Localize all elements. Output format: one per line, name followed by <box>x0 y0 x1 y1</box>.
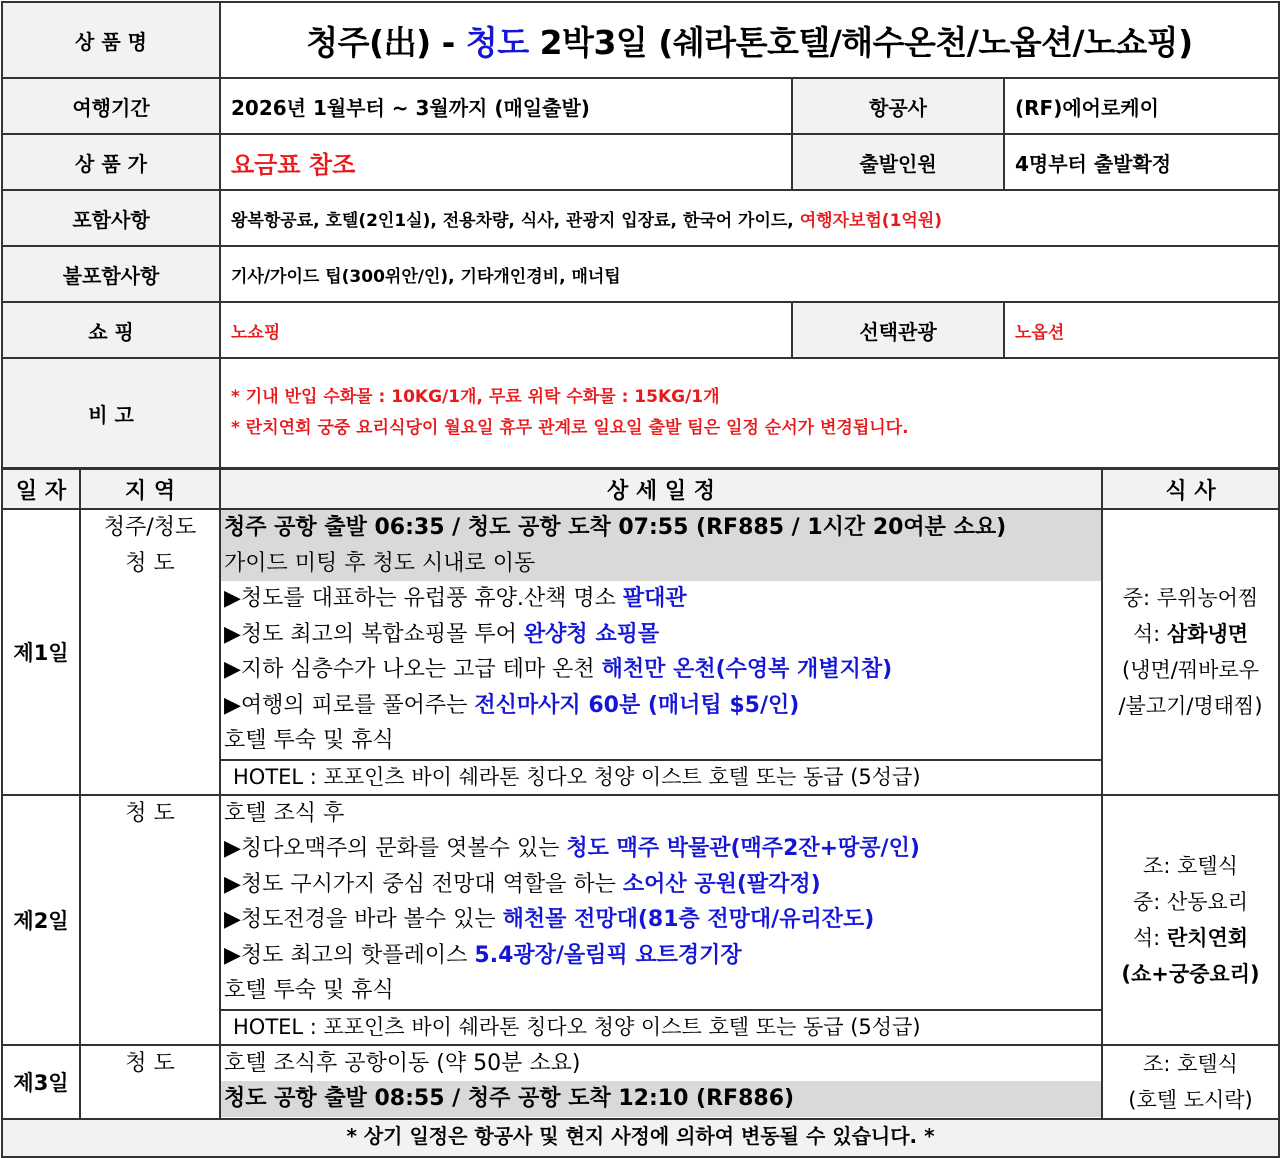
day-label: 제3일 <box>2 1045 80 1119</box>
include-label: 포함사항 <box>2 190 220 246</box>
exclude-value: 기사/가이드 팁(300위안/인), 기타개인경비, 매너팁 <box>220 246 1279 302</box>
product-info-table <box>1 1 1280 469</box>
footer-note: * 상기 일정은 항공사 및 현지 사정에 의하여 변동될 수 있습니다. * <box>2 1119 1279 1157</box>
note-line: * 란치연회 궁중 요리식당이 월요일 휴무 관계로 일요일 출발 팀은 일정 순서가 변경됩니다. <box>231 418 909 438</box>
day-label: 제2일 <box>2 795 80 1045</box>
price-label: 상 품 가 <box>2 134 220 190</box>
detail-cell <box>220 509 1102 795</box>
flight-line: 청주 공항 출발 06:35 / 청도 공항 도착 07:55 (RF885 / 1시간 20여분 소요) <box>221 510 1101 546</box>
hotel-line: HOTEL : 포포인츠 바이 쉐라톤 칭다오 청양 이스트 호텔 또는 동급 (5성급) <box>221 759 1101 794</box>
note-line: * 기내 반입 수화물 : 10KG/1개, 무료 위탁 수화물 : 15KG/1개 <box>231 387 720 407</box>
day-header: 일 자 <box>2 469 80 509</box>
shopping-label: 쇼 핑 <box>2 302 220 358</box>
min-people-value: 4명부터 출발확정 <box>1004 134 1279 190</box>
schedule-line: ▶지하 심층수가 나오는 고급 테마 온천 해천만 온천(수영복 개별지참) <box>224 657 893 682</box>
region-cell <box>80 1045 220 1119</box>
schedule-line: ▶청도 최고의 핫플레이스 5.4광장/올림픽 요트경기장 <box>224 942 742 968</box>
airline-value: (RF)에어로케이 <box>1004 78 1279 134</box>
region-name: 청 도 <box>125 1050 175 1076</box>
detail-cell <box>220 1045 1102 1119</box>
schedule-line: ▶청도전경을 바라 볼수 있는 해천몰 전망대(81층 전망대/유리잔도) <box>224 907 875 932</box>
region-cell <box>80 509 220 795</box>
include-value: 왕복항공료, 호텔(2인1실), 전용차량, 식사, 관광지 입장료, 한국어 가이드, 여행자보험(1억원) <box>220 190 1279 246</box>
meal-header: 식 사 <box>1102 469 1279 509</box>
price-value: 요금표 참조 <box>220 134 792 190</box>
detail-cell <box>220 795 1102 1045</box>
note-value <box>220 358 1279 468</box>
shopping-value: 노쇼핑 <box>220 302 792 358</box>
airline-label: 항공사 <box>792 78 1004 134</box>
day-row <box>2 509 1279 795</box>
region-cell <box>80 795 220 1045</box>
schedule-table <box>1 468 1280 1158</box>
hotel-line: HOTEL : 포포인츠 바이 쉐라톤 칭다오 청양 이스트 호텔 또는 동급 (5성급) <box>221 1009 1101 1044</box>
meal-cell: 조: 호텔식 (호텔 도시락) <box>1102 1045 1279 1119</box>
schedule-line: 호텔 투숙 및 휴식 <box>224 728 394 753</box>
schedule-line: ▶청도 구시가지 중심 전망대 역할을 하는 소어산 공원(팔각정) <box>224 871 821 897</box>
product-name-label: 상 품 명 <box>2 2 220 78</box>
min-people-label: 출발인원 <box>792 134 1004 190</box>
region-name: 청 도 <box>125 551 175 576</box>
option-label: 선택관광 <box>792 302 1004 358</box>
meal-cell: 조: 호텔식 중: 산동요리 석: 란치연회 (쇼+궁중요리) <box>1102 795 1279 1045</box>
schedule-line: ▶칭다오맥주의 문화를 엿볼수 있는 청도 맥주 박물관(맥주2잔+땅콩/인) <box>224 836 920 861</box>
schedule-line: 호텔 조식후 공항이동 (약 50분 소요) <box>224 1050 581 1076</box>
schedule-line: ▶청도를 대표하는 유럽풍 휴양.산책 명소 팔대관 <box>224 586 687 611</box>
schedule-line: 호텔 조식 후 <box>224 800 345 826</box>
schedule-line: 호텔 투숙 및 휴식 <box>224 978 394 1003</box>
region-name: 청 도 <box>125 800 175 826</box>
flight-line: 청도 공항 출발 08:55 / 청주 공항 도착 12:10 (RF886) <box>221 1081 1101 1117</box>
schedule-line: ▶여행의 피로를 풀어주는 전신마사지 60분 (매너팁 $5/인) <box>224 692 800 718</box>
period-value: 2026년 1월부터 ~ 3월까지 (매일출발) <box>220 78 792 134</box>
region-name: 청주/청도 <box>103 515 197 540</box>
region-header: 지 역 <box>80 469 220 509</box>
day-label: 제1일 <box>2 509 80 795</box>
period-label: 여행기간 <box>2 78 220 134</box>
option-value: 노옵션 <box>1004 302 1279 358</box>
schedule-line: 가이드 미팅 후 청도 시내로 이동 <box>221 546 1101 582</box>
meal-cell: 중: 루위농어찜 석: 삼화냉면 (냉면/꿔바로우 /불고기/명태찜) <box>1102 509 1279 795</box>
product-title: 청주(出) - 청도 2박3일 (쉐라톤호텔/해수온천/노옵션/노쇼핑) <box>220 2 1279 78</box>
day-row <box>2 1045 1279 1119</box>
note-label: 비 고 <box>2 358 220 468</box>
exclude-label: 불포함사항 <box>2 246 220 302</box>
schedule-line: ▶청도 최고의 복합쇼핑몰 투어 완샹청 쇼핑몰 <box>224 621 660 647</box>
day-row <box>2 795 1279 1045</box>
detail-header: 상 세 일 정 <box>220 469 1102 509</box>
